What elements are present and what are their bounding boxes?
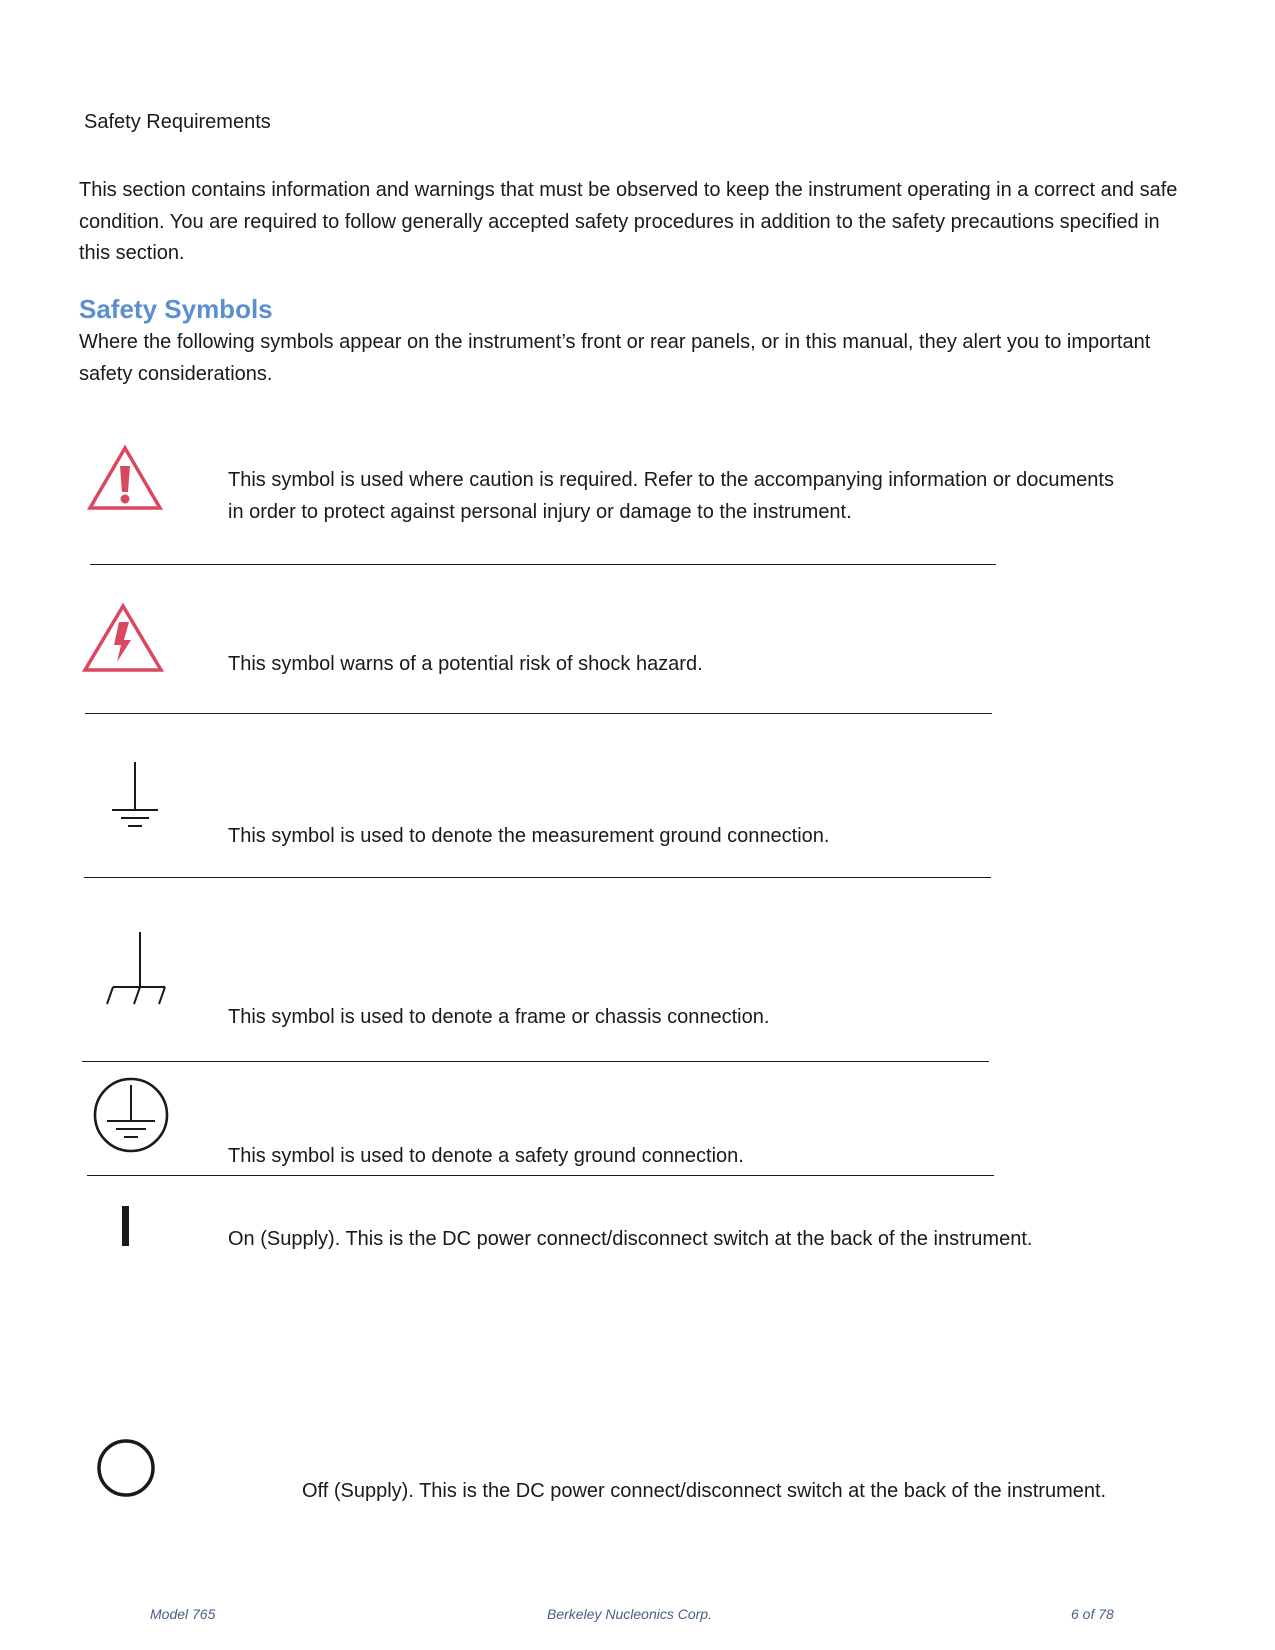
divider	[90, 564, 996, 565]
measurement-ground-icon	[110, 760, 160, 830]
safety-ground-icon	[91, 1075, 171, 1155]
footer-company: Berkeley Nucleonics Corp.	[547, 1606, 712, 1622]
divider	[84, 877, 991, 878]
footer-page-number: 6 of 78	[1071, 1606, 1114, 1622]
safety-symbols-heading: Safety Symbols	[79, 294, 273, 324]
section-title: Safety Requirements	[84, 111, 271, 133]
chassis-ground-icon	[103, 930, 167, 1010]
power-off-description: Off (Supply). This is the DC power connect/disconnect switch at the back of the instrument.	[302, 1480, 1107, 1502]
divider	[85, 713, 992, 714]
footer-model: Model 765	[150, 1606, 216, 1622]
symbols-intro-paragraph: Where the following symbols appear on the instrument’s front or rear panels, or in this manual, they alert you to important safety considerations.	[79, 331, 1151, 385]
chassis-description: This symbol is used to denote a frame or chassis connection.	[228, 1006, 770, 1028]
power-on-description: On (Supply). This is the DC power connect/disconnect switch at the back of the instrument.	[228, 1228, 1033, 1250]
intro-paragraph: This section contains information and warnings that must be observed to keep the instrument operating in a correct and safe condition. You are required to follow generally accepted safety procedures in addition to the safety precautions specified in this section.	[79, 179, 1178, 264]
caution-description-line-1: This symbol is used where caution is required. Refer to the accompanying information or documents	[228, 469, 1114, 491]
power-on-icon	[122, 1206, 129, 1246]
safety-ground-description: This symbol is used to denote a safety ground connection.	[228, 1145, 744, 1167]
divider	[87, 1175, 994, 1176]
power-off-icon	[95, 1437, 157, 1499]
measurement-ground-description: This symbol is used to denote the measurement ground connection.	[228, 825, 830, 847]
shock-hazard-icon	[81, 602, 165, 674]
shock-hazard-description: This symbol warns of a potential risk of shock hazard.	[228, 653, 703, 675]
caution-triangle-icon	[86, 444, 164, 512]
caution-description-line-2: in order to protect against personal injury or damage to the instrument.	[228, 501, 852, 523]
divider	[82, 1061, 989, 1062]
